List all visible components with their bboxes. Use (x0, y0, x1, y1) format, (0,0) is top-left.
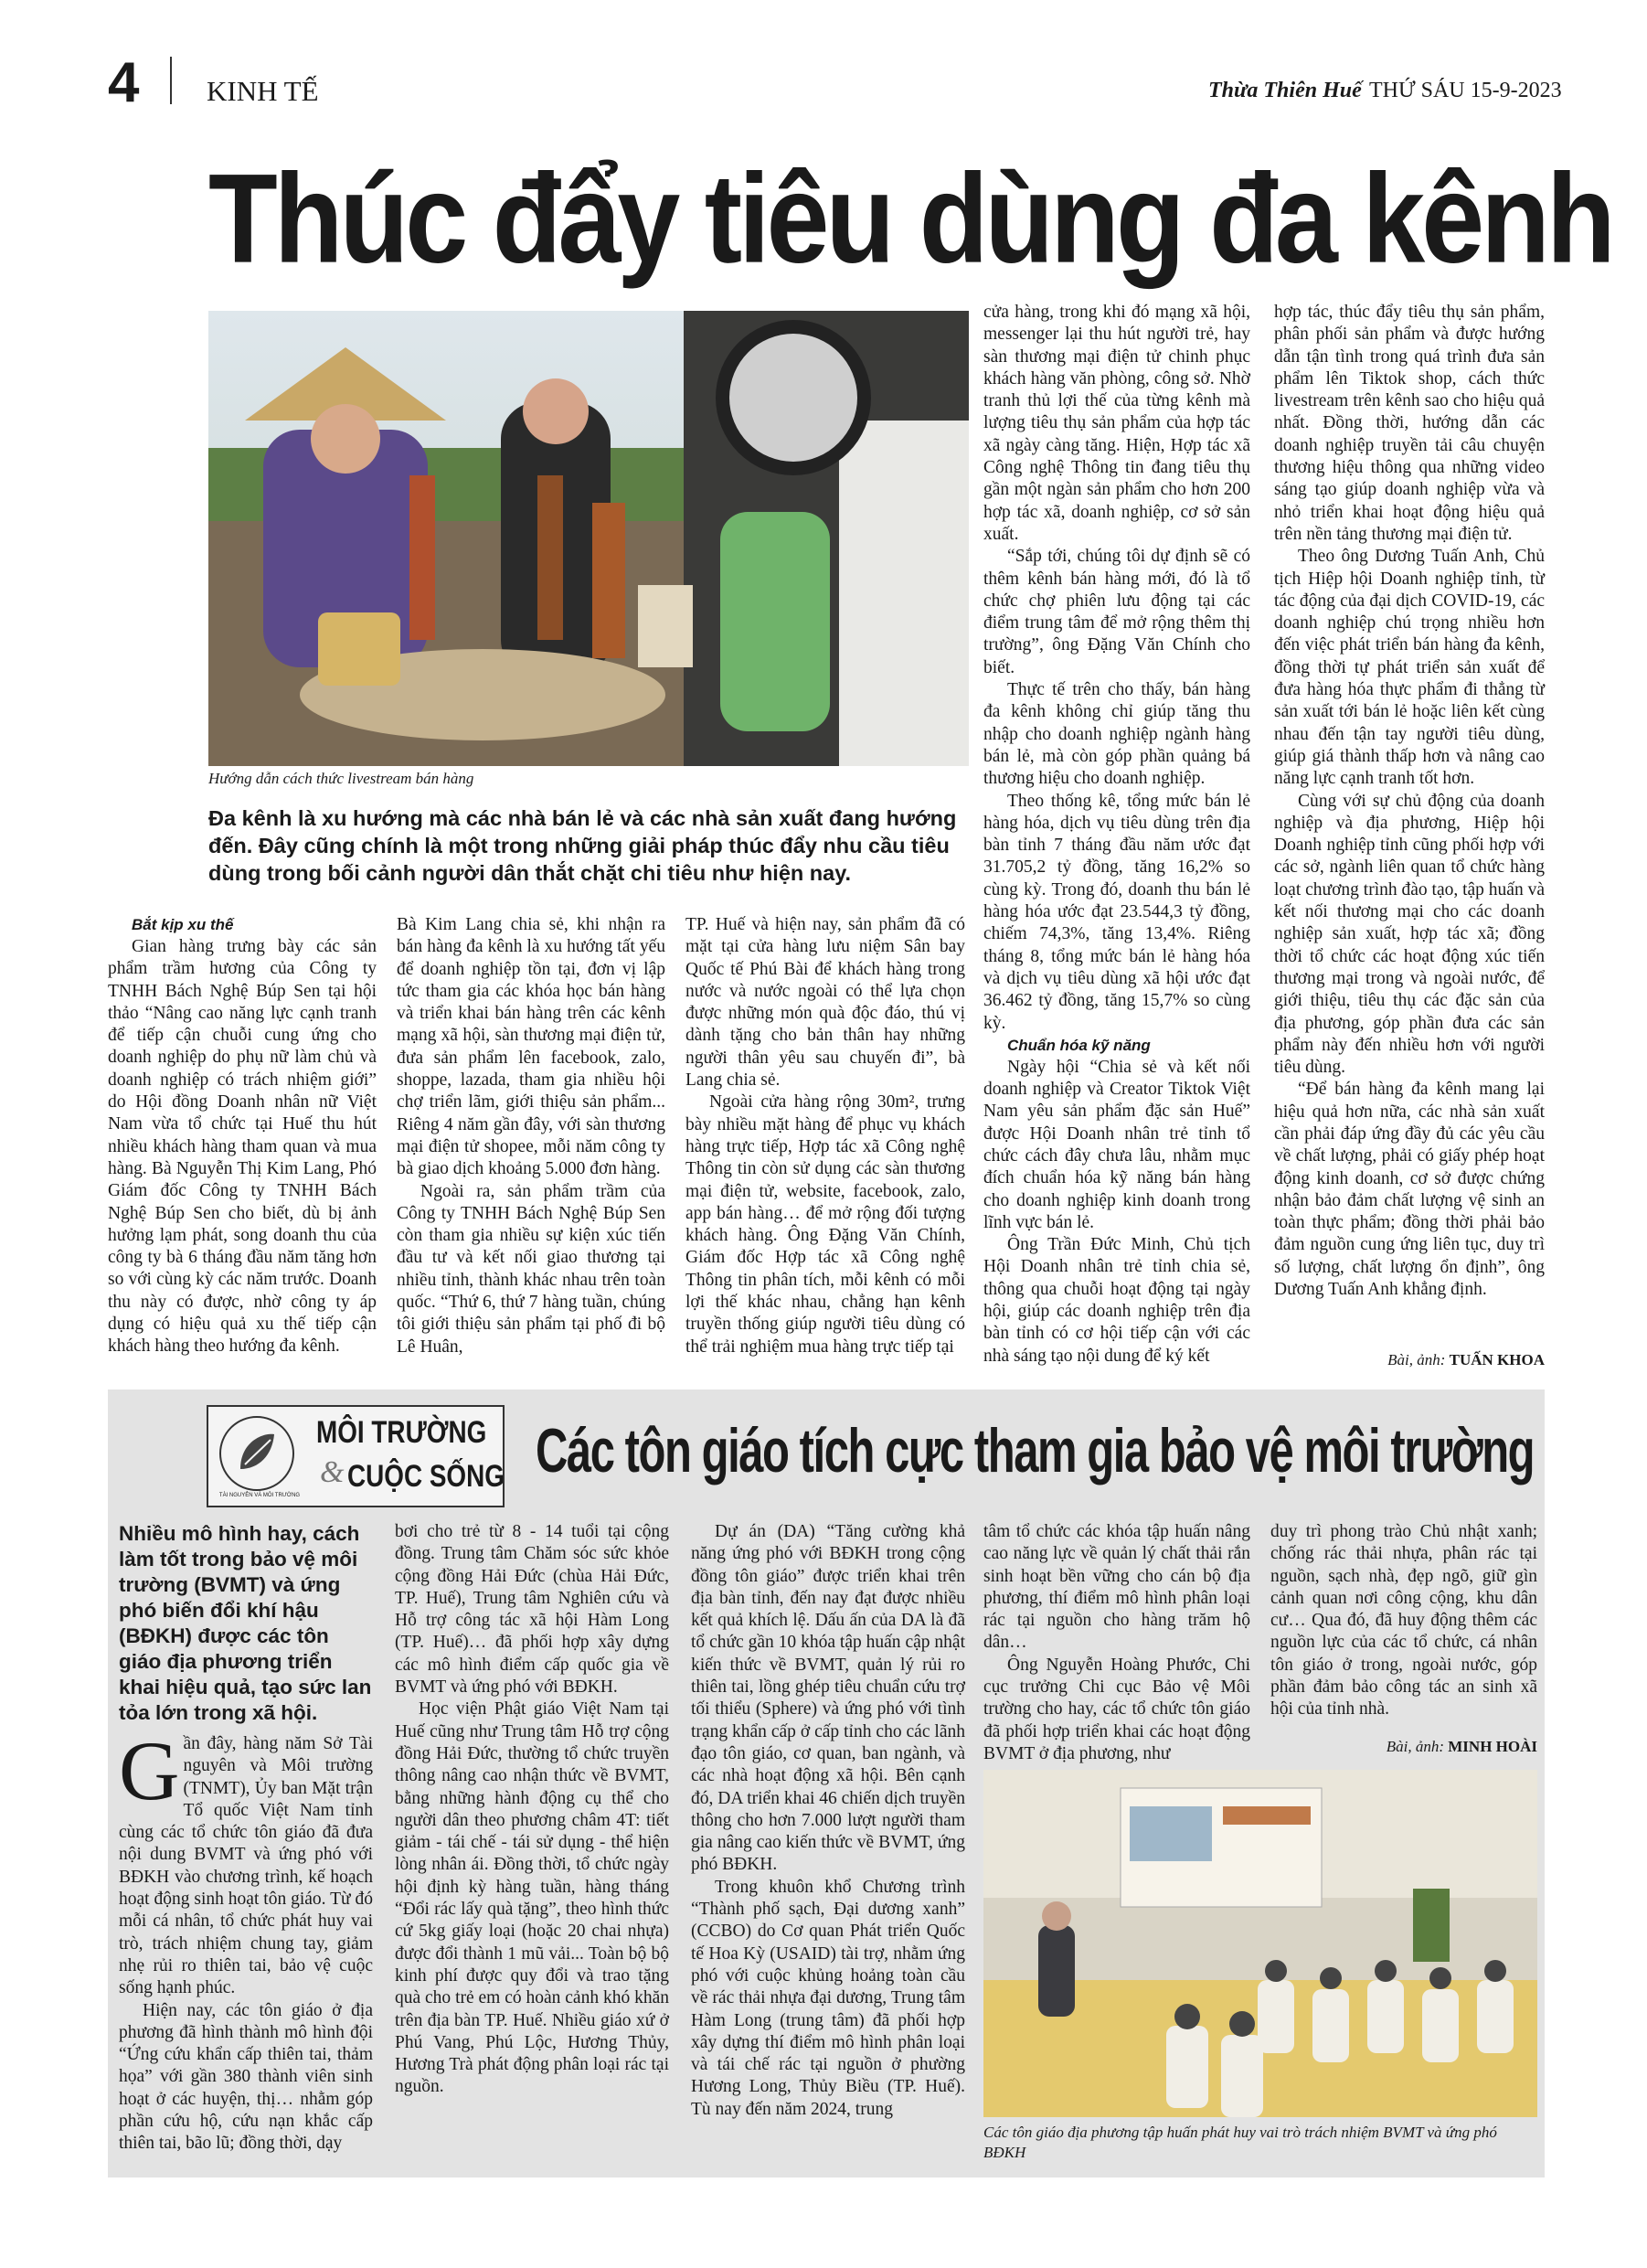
byline-prefix: Bài, ảnh: (1387, 1351, 1446, 1368)
article1-lead: Đa kênh là xu hướng mà các nhà bán lẻ và các nhà sản xuất đang hướng đến. Đây cũng chính là một trong những giải pháp thúc đẩy nhu cầu tiêu dùng trong bối cảnh người dân thắt chặt chi tiêu như hiện nay. (208, 806, 957, 885)
paragraph: bơi cho trẻ từ 8 - 14 tuổi tại cộng đồng. Trung tâm Chăm sóc sức khỏe cộng đồng Hải Đức (chùa Hải Đức, TP. Huế), Trung tâm Nghiên cứu và Hỗ trợ công tác xã hội Hàm Long (TP. Huế)… đã phối hợp xây dựng các mô hình điểm cấp quốc gia về BVMT và ứng phó với BĐKH. (395, 1522, 669, 1698)
article1-column-4 (983, 302, 1250, 1368)
article1-byline (1274, 1351, 1545, 1369)
article2-column-3 (691, 1521, 965, 2121)
article2-byline (1270, 1738, 1537, 1756)
drop-cap: G (119, 1724, 180, 1817)
photo1-caption: Hướng dẫn cách thức livestream bán hàng (208, 770, 474, 787)
seminar-photo (983, 1770, 1537, 2117)
article2-column-4 (983, 1521, 1250, 1765)
paragraph: hợp tác, thúc đẩy tiêu thụ sản phẩm, phân phối sản phẩm và được hướng dẫn tận tình trong quá trình đưa sản phẩm lên Tiktok shop, cách thức livestream trên kênh sao cho hiệu quả nhất. Đồng thời, hướng dẫn các doanh nghiệp truyền tải câu chuyện thương hiệu thông qua những video sáng tạo giúp doanh nghiệp vừa và nhỏ triển khai hoạt động hiệu quả trên nền tảng thương mại điện tử. (1274, 303, 1545, 544)
article2-column-2 (395, 1521, 669, 2099)
paragraph: cửa hàng, trong khi đó mạng xã hội, messenger lại thu hút người trẻ, hay sàn thương mại điện tử chinh phục khách hàng văn phòng, công sở. Nhờ tranh thủ lợi thế của từng kênh mà lượng tiêu thụ sản phẩm của hợp tác xã ngày càng tăng. Hiện, Hợp tác xã Công nghệ Thông tin đang tiêu thụ gần một ngàn sản phẩm cho hơn 200 hợp tác xã, doanh nghiệp, cơ sở sản xuất. (983, 303, 1250, 544)
paragraph: Bà Kim Lang chia sẻ, khi nhận ra bán hàng đa kênh là xu hướng tất yếu để doanh nghiệp tồn tại, đơn vị lập tức tham gia các khóa học bán hàng và triển khai bán hàng trên các kênh mạng xã hội, sàn thương mại điện tử, đưa sản phẩm lên facebook, zalo, shoppe, lazada, tham gia nhiều hội chợ triển lãm, giới thiệu sản phẩm... Riêng 4 năm gần đây, với sàn thương mại điện tử shopee, mỗi năm công ty bà giao dịch khoảng 5.000 đơn hàng. (397, 915, 665, 1179)
article2-column-5 (1270, 1521, 1537, 1721)
paragraph: Dự án (DA) “Tăng cường khả năng ứng phó với BĐKH trong cộng đồng tôn giáo” được triển khai trên địa bàn tỉnh, đến nay đạt được nhiều kết quả khích lệ. Dấu ấn của DA là đã tổ chức gần 10 khóa tập huấn cập nhật kiến thức về BVMT, quản lý rủi ro thiên tai, lồng ghép tiêu chuẩn cứu trợ tối thiểu (Sphere) và ứng phó với tình trạng khẩn cấp ở cấp tỉnh cho các lãnh đạo tôn giáo, cơ quan, ban ngành, và các nhà hoạt động xã hội. Bên cạnh đó, DA triển khai 46 chiến dịch truyền thông cho hơn 7.000 lượt người tham gia nâng cao kiến thức về BVMT, ứng phó BĐKH. (691, 1522, 966, 1875)
logo-ampersand: & (320, 1455, 345, 1489)
paragraph-text: ần đây, hàng năm Sở Tài nguyên và Môi trường (TNMT), Ủy ban Mặt trận Tổ quốc Việt Nam tỉnh cùng các tổ chức tôn giáo đã đưa nội dung BVMT và ứng phó với BĐKH vào chương trình, kế hoạch hoạt động sinh hoạt tôn giáo. Từ đó mỗi cá nhân, tổ chức phát huy vai trò, trách nhiệm chung tay, giảm nhẹ rủi ro thiên tai, bảo vệ cuộc sống hạnh phúc. (119, 1734, 373, 1998)
section-name: KINH TẾ (207, 75, 319, 107)
paragraph: Ngoài cửa hàng rộng 30m², trưng bày nhiều mặt hàng để phục vụ khách hàng trực tiếp, Hợp tác xã Công nghệ Thông tin còn sử dụng các sàn thương mại điện tử, website, facebook, zalo, app bán hàng… để mở rộng đối tượng khách hàng. Ông Đặng Văn Chính, Giám đốc Hợp tác xã Công nghệ Thông tin phân tích, mỗi kênh có mỗi lợi thế khác nhau, chẳng hạn kênh truyền thống giúp người tiêu dùng có thể trải nghiệm mua hàng trực tiếp tại (685, 1092, 965, 1357)
photo2-caption: Các tôn giáo địa phương tập huấn phát huy vai trò trách nhiệm BVMT và ứng phó BĐKH (983, 2124, 1497, 2161)
byline-author: MINH HOÀI (1448, 1738, 1537, 1755)
logo-line1: MÔI TRƯỜNG (316, 1415, 487, 1450)
issue-date: THỨ SÁU 15-9-2023 (1369, 79, 1562, 102)
paragraph: duy trì phong trào Chủ nhật xanh; chống rác thải nhựa, phân rác tại nguồn, sạch nhà, đẹp ngõ, giữ gìn cảnh quan nơi công cộng, khu dân cư… Qua đó, đã huy động thêm các nguồn lực của các tổ chức, cá nhân tôn giáo ở trong, ngoài nước, góp phần đảm bảo công tác an sinh xã hội của tỉnh nhà. (1270, 1522, 1537, 1720)
paragraph: “Sắp tới, chúng tôi dự định sẽ có thêm kênh bán hàng mới, đó là tổ chức chợ phiên lưu động tại các điểm trung tâm để mở rộng thêm thị trường”, ông Đặng Văn Chính cho biết. (983, 547, 1250, 677)
article1-column-1 (108, 914, 377, 1358)
subhead-bat-kip: Bắt kịp xu thế (132, 916, 234, 933)
leaf-logo-icon (218, 1414, 296, 1493)
article1-headline: Thúc đẩy tiêu dùng đa kênh (208, 148, 1612, 290)
article2-lead: Nhiều mô hình hay, cách làm tốt trong bảo vệ môi trường (BVMT) và ứng phó biến đổi khí hậu (BĐKH) được các tôn giáo địa phương triển khai hiệu quả, tạo sức lan tỏa lớn trong xã hội. (119, 1522, 372, 1724)
paragraph: Ngày hội “Chia sẻ và kết nối doanh nghiệp và Creator Tiktok Việt Nam yêu sản phẩm đặc sản Huế” được Hội Doanh nhân trẻ tỉnh tổ chức cách đây chưa lâu, nhằm mục đích chuẩn hóa kỹ năng bán hàng cho doanh nghiệp kinh doanh trong lĩnh vực bán lẻ. (983, 1057, 1250, 1232)
paragraph: Hiện nay, các tôn giáo ở địa phương đã hình thành mô hình đội “Ứng cứu khẩn cấp thiên tai, thảm họa” với gần 380 thành viên sinh hoạt ở các huyện, thị… nhằm góp phần cứu hộ, cứu nạn khắc cấp thiên tai, bão lũ; đồng thời, dạy (119, 2000, 373, 2154)
paragraph: Theo thống kê, tổng mức bán lẻ hàng hóa, dịch vụ tiêu dùng trên địa bàn tỉnh 7 tháng đầu năm ước đạt 31.705,2 tỷ đồng, tăng 16,2% so cùng kỳ. Trong đó, doanh thu bán lẻ hàng hóa ước đạt 23.544,3 tỷ đồng, chiếm 74,3%, tăng 13,4%. Riêng tháng 8, tổng mức bán lẻ hàng hóa và dịch vụ tiêu dùng xã hội ước đạt 36.462 tỷ đồng, tăng 15,7% so cùng kỳ. (983, 791, 1250, 1033)
subhead-chuan-hoa: Chuẩn hóa kỹ năng (1007, 1036, 1151, 1054)
header-divider (170, 57, 172, 104)
paragraph: Thực tế trên cho thấy, bán hàng đa kênh không chỉ giúp tăng thu nhập cho doanh nghiệp ngành hàng bán lẻ, mà còn góp phần quảng bá thương hiệu cho doanh nghiệp. (983, 680, 1250, 789)
paragraph: Theo ông Dương Tuấn Anh, Chủ tịch Hiệp hội Doanh nghiệp tỉnh, từ tác động của đại dịch COVID-19, các doanh nghiệp chú trọng nhiều hơn đến việc phát triển bán hàng đa kênh, đồng thời tự phát triển sản xuất để đưa hàng hóa thực phẩm đi thẳng từ sản xuất tới bán lẻ hoặc liên kết cùng nhau đến tận tay người tiêu dùng, giúp giá thành thấp hơn và nâng cao năng lực cạnh tranh tốt hơn. (1274, 547, 1545, 789)
byline-prefix: Bài, ảnh: (1386, 1738, 1444, 1755)
article1-column-5 (1274, 302, 1545, 1301)
page-number: 4 (108, 51, 140, 114)
logo-small-text: TÀI NGUYÊN VÀ MÔI TRƯỜNG (218, 1493, 301, 1498)
paragraph: Ngoài ra, sản phẩm trầm của Công ty TNHH Bách Nghệ Búp Sen còn tham gia nhiều sự kiện xúc tiến đầu tư và kết nối giao thương tại nhiều tỉnh, thành khác nhau trên toàn quốc. “Thứ 6, thứ 7 hàng tuần, chúng tôi giới thiệu sản phẩm tại phố đi bộ Lê Huân, (397, 1181, 665, 1357)
environment-logo (207, 1405, 505, 1507)
paragraph: Cùng với sự chủ động của doanh nghiệp và địa phương, Hiệp hội Doanh nghiệp tỉnh cũng phối hợp với các sở, ngành liên quan tổ chức hàng loạt chương trình đào tạo, tập huấn và kết nối thương mại cho các doanh nghiệp sản xuất, hợp tác xã; đồng thời tổ chức các hoạt động xúc tiến thương mại trong và ngoài nước, để giới thiệu, tiêu thụ các đặc sản của địa phương, góp phần đưa các sản phẩm này đến nhiều hơn với người tiêu dùng. (1274, 791, 1545, 1078)
paragraph: tâm tổ chức các khóa tập huấn nâng cao năng lực về quản lý chất thải rắn sinh hoạt bền vững cho cán bộ địa phương, thí điểm mô hình phân loại rác tại nguồn cho hàng trăm hộ dân… (983, 1522, 1250, 1653)
paragraph: TP. Huế và hiện nay, sản phẩm đã có mặt tại cửa hàng lưu niệm Sân bay Quốc tế Phú Bài để khách hàng trong nước và nước ngoài có thể lựa chọn được những món quà độc đáo, thú vị dành tặng cho bản thân hay những người thân yêu sau chuyến đi”, bà Lang chia sẻ. (685, 915, 965, 1091)
article2-headline: Các tôn giáo tích cực tham gia bảo vệ môi trường (536, 1416, 1535, 1485)
article2-column-1 (119, 1724, 373, 2156)
paragraph: Học viện Phật giáo Việt Nam tại Huế cũng như Trung tâm Hỗ trợ cộng đồng Hải Đức, thường tổ chức truyền thông nâng cao nhận thức về BVMT, bằng những hành động cụ thể cho người dân theo phương châm 4T: tiết giảm - tái chế - tái sử dụng - thể hiện lòng nhân ái. Đồng thời, tổ chức ngày hội định kỳ hàng tuần, hàng tháng “Đổi rác lấy quà tặng”, theo hình thức cứ 5kg giấy loại (hoặc 20 chai nhựa) được đổi thành 1 mũ vải... Toàn bộ bộ kinh phí được quy đổi và trao tặng quà cho trẻ em có hoàn cảnh khó khăn trên địa bàn TP. Huế. Nhiều giáo xứ ở Phú Vang, Phú Lộc, Hương Thủy, Hương Trà phát động phân loại rác tại nguồn. (395, 1699, 669, 2097)
paragraph: Ông Nguyễn Hoàng Phước, Chi cục trưởng Chi cục Bảo vệ Môi trường cho hay, các tổ chức tôn giáo đã phối hợp triển khai các hoạt động BVMT ở địa phương, như (983, 1655, 1250, 1763)
article1-column-3 (685, 914, 965, 1358)
livestream-photo (208, 311, 969, 766)
article1-column-2 (397, 914, 665, 1358)
logo-line2: CUỘC SỐNG (347, 1459, 505, 1494)
paragraph: Trong khuôn khổ Chương trình “Thành phố sạch, Đại dương xanh” (CCBO) do Cơ quan Phát triển Quốc tế Hoa Kỳ (USAID) tài trợ, nhằm ứng phó với cuộc khủng hoảng toàn cầu về rác thải nhựa đại dương, Trung tâm Hàm Long (trung tâm) đã phối hợp xây dựng thí điểm mô hình phân loại và tái chế rác tại nguồn ở phường Hương Long, Thủy Biều (TP. Huế). Tù nay đến năm 2024, trung (691, 1877, 965, 2119)
paragraph: Gian hàng trưng bày các sản phẩm trầm hương của Công ty TNHH Bách Nghệ Búp Sen tại hội thảo “Nâng cao năng lực cạnh tranh để tiếp cận chuỗi cung ứng cho doanh nghiệp do phụ nữ làm chủ và doanh nghiệp có trách nhiệm giới” do Hội đồng Doanh nhân nữ Việt Nam vừa tổ chức tại Huế thu hút nhiều khách hàng tham quan và mua hàng. Bà Nguyễn Thị Kim Lang, Phó Giám đốc Công ty TNHH Bách Nghệ Búp Sen cho biết, dù bị ảnh hưởng lạm phát, song doanh thu của công ty bà 6 tháng đầu năm tăng hơn so với cùng kỳ các năm trước. Doanh thu này có được, nhờ công ty áp dụng có hiệu quả xu thế tiếp cận khách hàng theo hướng đa kênh. (108, 937, 377, 1357)
byline-author: TUẤN KHOA (1449, 1351, 1545, 1368)
paragraph: “Để bán hàng đa kênh mang lại hiệu quả hơn nữa, các nhà sản xuất cần phải đáp ứng đầy đủ các yêu cầu về chất lượng, phải có giấy phép hoạt động kinh doanh, cơ sở được chứng nhận bảo đảm chất lượng vệ sinh an toàn thực phẩm; đồng thời phải bảo đảm nguồn cung ứng liên tục, duy trì số lượng, chất lượng ổn định”, ông Dương Tuấn Anh khẳng định. (1274, 1080, 1545, 1300)
newspaper-name: Thừa Thiên Huế (1208, 79, 1362, 102)
paragraph (119, 1724, 373, 2000)
paragraph: Ông Trần Đức Minh, Chủ tịch Hội Doanh nhân trẻ tỉnh chia sẻ, thông qua chuỗi hoạt động tại ngày hội, giúp các doanh nghiệp trên địa bàn tỉnh có cơ hội tiếp cận với các nhà sáng tạo nội dung để ký kết (983, 1235, 1250, 1366)
